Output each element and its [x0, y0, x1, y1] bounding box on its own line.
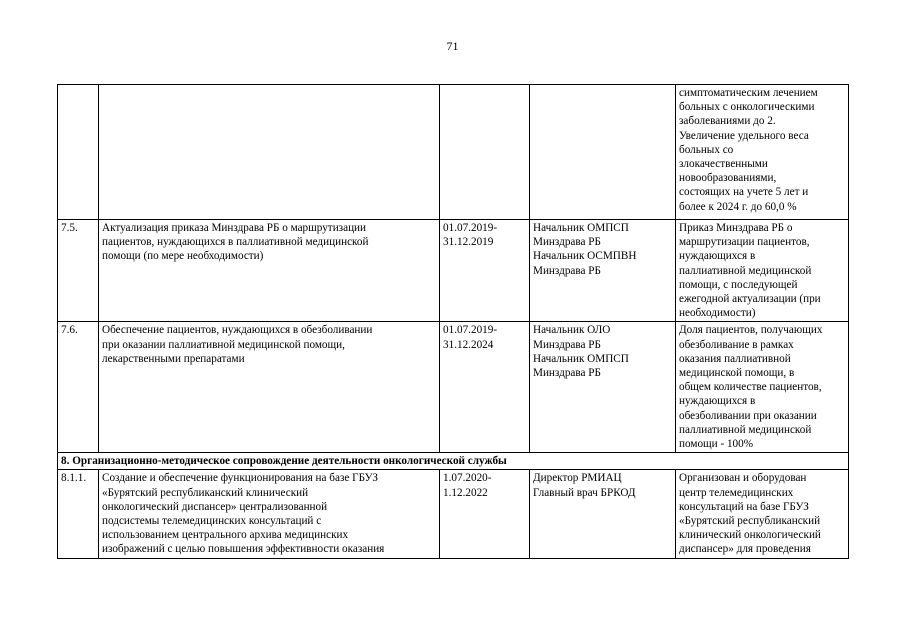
- result-line: злокачественными: [679, 158, 768, 171]
- action-line: онкологический диспансер» централизованной: [102, 500, 328, 513]
- period-line: 1.12.2022: [443, 486, 488, 499]
- action-cell: [99, 322, 440, 453]
- responsible-cell: [530, 470, 676, 558]
- item-number: 7.5.: [61, 222, 78, 234]
- result-line: обезболивание в рамках: [679, 338, 794, 351]
- responsible-line: Главный врач БРКОД: [533, 486, 636, 499]
- item-number: 8.1.1.: [61, 472, 87, 485]
- action-line: помощи (по мере необходимости): [102, 250, 264, 263]
- action-line: Актуализация приказа Минздрава РБ о маршрутизации: [102, 222, 367, 234]
- result-line: консультаций на базе ГБУЗ: [679, 500, 809, 513]
- item-number-cell: [58, 322, 99, 453]
- responsible-line: Минздрава РБ: [533, 338, 601, 351]
- result-line: больных со: [679, 143, 734, 156]
- item-number-cell: [58, 85, 99, 220]
- activity-table: [57, 84, 849, 559]
- action-cell: [99, 85, 440, 220]
- responsible-cell: [530, 322, 676, 453]
- action-line: Создание и обеспечение функционирования на базе ГБУЗ: [102, 472, 378, 485]
- result-line: больных с онкологическими: [679, 101, 815, 114]
- table-row: [58, 322, 849, 453]
- item-number: 7.6.: [61, 324, 78, 337]
- result-line: центр телемедицинских: [679, 486, 794, 499]
- result-line: Увеличение удельного веса: [679, 129, 809, 142]
- table-row: [58, 85, 849, 220]
- result-line: оказания паллиативной: [679, 352, 791, 365]
- result-line: заболеваниями до 2.: [679, 115, 776, 128]
- responsible-line: Минздрава РБ: [533, 236, 601, 249]
- result-line: клинический онкологический: [679, 529, 821, 542]
- responsible-line: Начальник ОСМПВН: [533, 250, 637, 263]
- result-line: симптоматическим лечением: [679, 87, 818, 99]
- page-number: 71: [446, 39, 459, 53]
- result-line: диспансер» для проведения: [679, 543, 811, 556]
- action-line: пациентов, нуждающихся в паллиативной медицинской: [102, 236, 369, 249]
- responsible-line: Минздрава РБ: [533, 264, 601, 277]
- result-cell: [676, 220, 849, 322]
- period-line: 01.07.2019-: [443, 324, 498, 337]
- action-line: использованием центрального архива медицинских: [102, 529, 349, 542]
- period-line: 31.12.2024: [443, 338, 494, 351]
- result-cell: [676, 322, 849, 453]
- result-line: более к 2024 г. до 60,0 %: [679, 200, 797, 213]
- result-line: нуждающихся в: [679, 395, 756, 408]
- action-cell: [99, 220, 440, 322]
- action-line: при оказании паллиативной медицинской помощи,: [102, 338, 345, 351]
- result-line: ежегодной актуализации (при: [679, 293, 821, 306]
- period-cell: [440, 470, 530, 558]
- period-cell: [440, 85, 530, 220]
- item-number-cell: [58, 470, 99, 558]
- responsible-line: Начальник ОМПСП: [533, 352, 629, 365]
- action-line: лекарственными препаратами: [102, 352, 245, 365]
- result-line: помощи, с последующей: [679, 278, 798, 291]
- result-line: Приказ Минздрава РБ о: [679, 222, 793, 234]
- result-line: обезболивании при оказании: [679, 409, 817, 422]
- result-line: Организован и оборудован: [679, 472, 807, 485]
- action-line: подсистемы телемедицинских консультаций с: [102, 515, 322, 528]
- result-line: паллиативной медицинской: [679, 264, 812, 277]
- result-line: необходимости): [679, 307, 756, 320]
- result-cell: [676, 470, 849, 558]
- result-line: новообразованиями,: [679, 172, 777, 185]
- table-row: [58, 220, 849, 322]
- result-line: состоящих на учете 5 лет и: [679, 186, 809, 199]
- responsible-line: Начальник ОМПСП: [533, 222, 629, 234]
- section-title: 8. Организационно-методическое сопровождение деятельности онкологической службы: [58, 453, 849, 470]
- period-line: 01.07.2019-: [443, 222, 498, 234]
- action-line: Обеспечение пациентов, нуждающихся в обезболивании: [102, 324, 373, 337]
- result-line: Доля пациентов, получающих: [679, 324, 823, 337]
- result-line: «Бурятский республиканский: [679, 515, 821, 528]
- table-row: [58, 470, 849, 558]
- period-line: 31.12.2019: [443, 236, 494, 249]
- period-line: 1.07.2020-: [443, 472, 492, 485]
- result-line: паллиативной медицинской: [679, 423, 812, 436]
- action-line: изображений с целью повышения эффективности оказания: [102, 543, 385, 556]
- period-cell: [440, 322, 530, 453]
- responsible-line: Начальник ОЛО: [533, 324, 611, 337]
- responsible-line: Директор РМИАЦ: [533, 472, 622, 485]
- responsible-line: Минздрава РБ: [533, 367, 601, 380]
- result-line: медицинской помощи, в: [679, 367, 795, 380]
- responsible-cell: [530, 220, 676, 322]
- responsible-cell: [530, 85, 676, 220]
- section-row: [58, 453, 849, 470]
- action-line: «Бурятский республиканский клинический: [102, 486, 309, 499]
- result-cell: [676, 85, 849, 220]
- result-line: общем количестве пациентов,: [679, 381, 822, 394]
- result-line: нуждающихся в: [679, 250, 756, 263]
- result-line: маршрутизации пациентов,: [679, 236, 810, 249]
- period-cell: [440, 220, 530, 322]
- result-line: помощи - 100%: [679, 438, 754, 451]
- item-number-cell: [58, 220, 99, 322]
- action-cell: [99, 470, 440, 558]
